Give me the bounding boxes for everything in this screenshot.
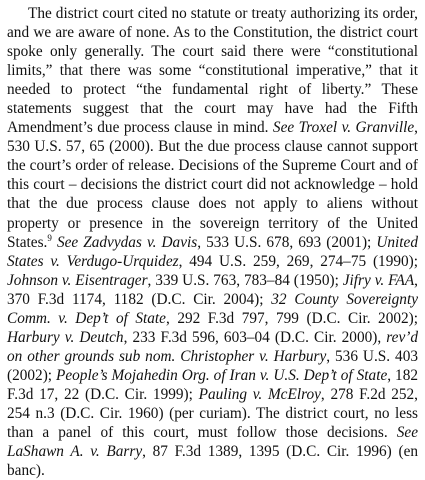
case-citation: rev’d on other grounds sub nom. Christopher v. Harbury bbox=[7, 328, 418, 365]
case-citation: See LaShawn A. v. Barry bbox=[7, 424, 418, 461]
case-citation: 32 County Sovereignty Comm. v. Dep’t of State bbox=[7, 290, 418, 327]
body-text: , 370 F.3d 1174, 1182 (D.C. Cir. 2004); bbox=[7, 271, 418, 308]
case-citation: See Zadvydas v. Davis bbox=[56, 233, 198, 251]
case-citation: Pauling v. McElroy bbox=[198, 385, 321, 403]
body-text: , 530 U.S. 57, 65 (2000). But the due process clause cannot support the court’s order of release. Decisions of the Supreme Court and of this court – decisions the district court did not acknowledge – hold that the due process clause does not apply to aliens without property or presence in the sovereign territory of the United States. bbox=[7, 119, 418, 251]
body-text: , 292 F.3d 797, 799 (D.C. Cir. 2002); bbox=[165, 309, 418, 327]
footnote-marker: 9 bbox=[47, 232, 52, 243]
body-text: , 233 F.3d 596, 603–04 (D.C. Cir. 2000), bbox=[123, 328, 387, 346]
body-text: , 339 U.S. 763, 783–84 (1950); bbox=[147, 271, 343, 289]
body-text: , 533 U.S. 678, 693 (2001); bbox=[197, 233, 377, 251]
body-text: , 278 F.2d 252, 254 n.3 (D.C. Cir. 1960) (per curiam). The district court, no less than a panel of this court, must follow those decisions. bbox=[7, 385, 419, 442]
opinion-paragraph bbox=[7, 4, 418, 480]
case-citation: United States v. Verdugo-Urquidez bbox=[7, 233, 418, 270]
case-citation: Johnson v. Eisentrager bbox=[7, 271, 148, 289]
body-text: , 182 F.3d 17, 22 (D.C. Cir. 1999); bbox=[7, 366, 418, 403]
body-text: The district court cited no statute or treaty authorizing its order, and we are aware of none. As to the Constitution, the district court spoke only generally. The court said there were “constitutional limits,” that there was some “constitutional imperative,” that it needed to protect “the fundamental right of liberty.” These statements suggest that the court may have had the Fifth Amendment’s due process clause in mind. bbox=[7, 5, 418, 137]
body-text: , 536 U.S. 403 (2002); bbox=[7, 347, 418, 384]
case-citation: Jifry v. FAA bbox=[342, 271, 415, 289]
body-text: , 494 U.S. 259, 269, 274–75 (1990); bbox=[178, 252, 418, 270]
case-citation: Harbury v. Deutch bbox=[7, 328, 124, 346]
case-citation: See Troxel v. Granville bbox=[272, 119, 415, 137]
body-text: , 87 F.3d 1389, 1395 (D.C. Cir. 1996) (en banc). bbox=[7, 443, 419, 480]
case-citation: People’s Mojahedin Org. of Iran v. U.S. Dep’t of State bbox=[56, 366, 388, 384]
